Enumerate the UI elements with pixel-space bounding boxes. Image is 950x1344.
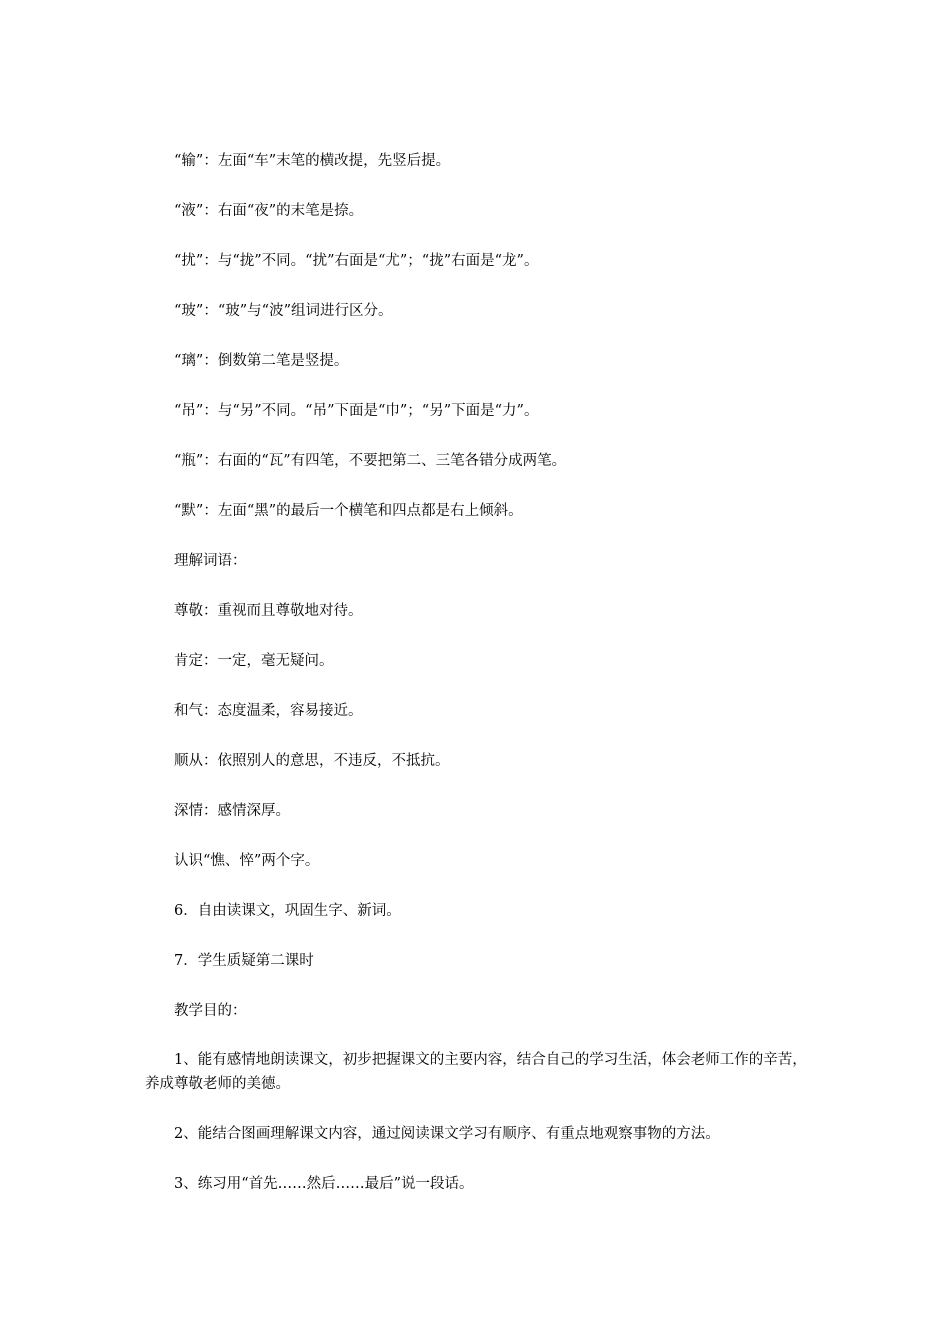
goal-2: 2、能结合图画理解课文内容，通过阅读课文学习有顺序、有重点地观察事物的方法。 (174, 1126, 720, 1142)
definition-shuncong: 顺从：依照别人的意思，不违反，不抵抗。 (174, 753, 450, 769)
paragraph-li: “璃”：倒数第二笔是竖提。 (174, 353, 349, 369)
paragraph-ye: “液”：右面“夜”的末笔是捺。 (174, 203, 364, 219)
paragraph-diao: “吊”：与“另”不同。“吊”下面是“巾”；“另”下面是“力”。 (174, 403, 539, 419)
paragraph-recognize: 认识“憔、悴”两个字。 (174, 853, 320, 869)
definition-heqi: 和气：态度温柔，容易接近。 (174, 703, 363, 719)
definition-zunjing: 尊敬：重视而且尊敬地对待。 (174, 603, 363, 619)
definition-shenqing: 深情：感情深厚。 (174, 803, 290, 819)
paragraph-shu: “输”：左面“车”末笔的横改提，先竖后提。 (174, 153, 451, 169)
goal-3: 3、练习用“首先……然后……最后”说一段话。 (174, 1176, 474, 1192)
paragraph-rao: “扰”：与“拢”不同。“扰”右面是“尤”；“拢”右面是“龙”。 (174, 253, 539, 269)
paragraph-ping: “瓶”：右面的“瓦”有四笔，不要把第二、三笔各错分成两笔。 (174, 453, 567, 469)
heading-teaching-goals: 教学目的： (174, 1003, 247, 1019)
definition-kending: 肯定：一定，毫无疑问。 (174, 653, 334, 669)
step-6: 6．自由读课文，巩固生字、新词。 (174, 903, 401, 919)
paragraph-mo: “默”：左面“黑”的最后一个横笔和四点都是右上倾斜。 (174, 503, 523, 519)
goal-1: 1、能有感情地朗读课文，初步把握课文的主要内容，结合自己的学习生活，体会老师工作的辛苦，养成尊敬老师的美德。 (145, 1052, 807, 1092)
heading-vocabulary: 理解词语： (174, 553, 247, 569)
paragraph-bo: “玻”：“玻”与“波”组词进行区分。 (174, 303, 393, 319)
step-7: 7．学生质疑第二课时 (174, 953, 314, 969)
